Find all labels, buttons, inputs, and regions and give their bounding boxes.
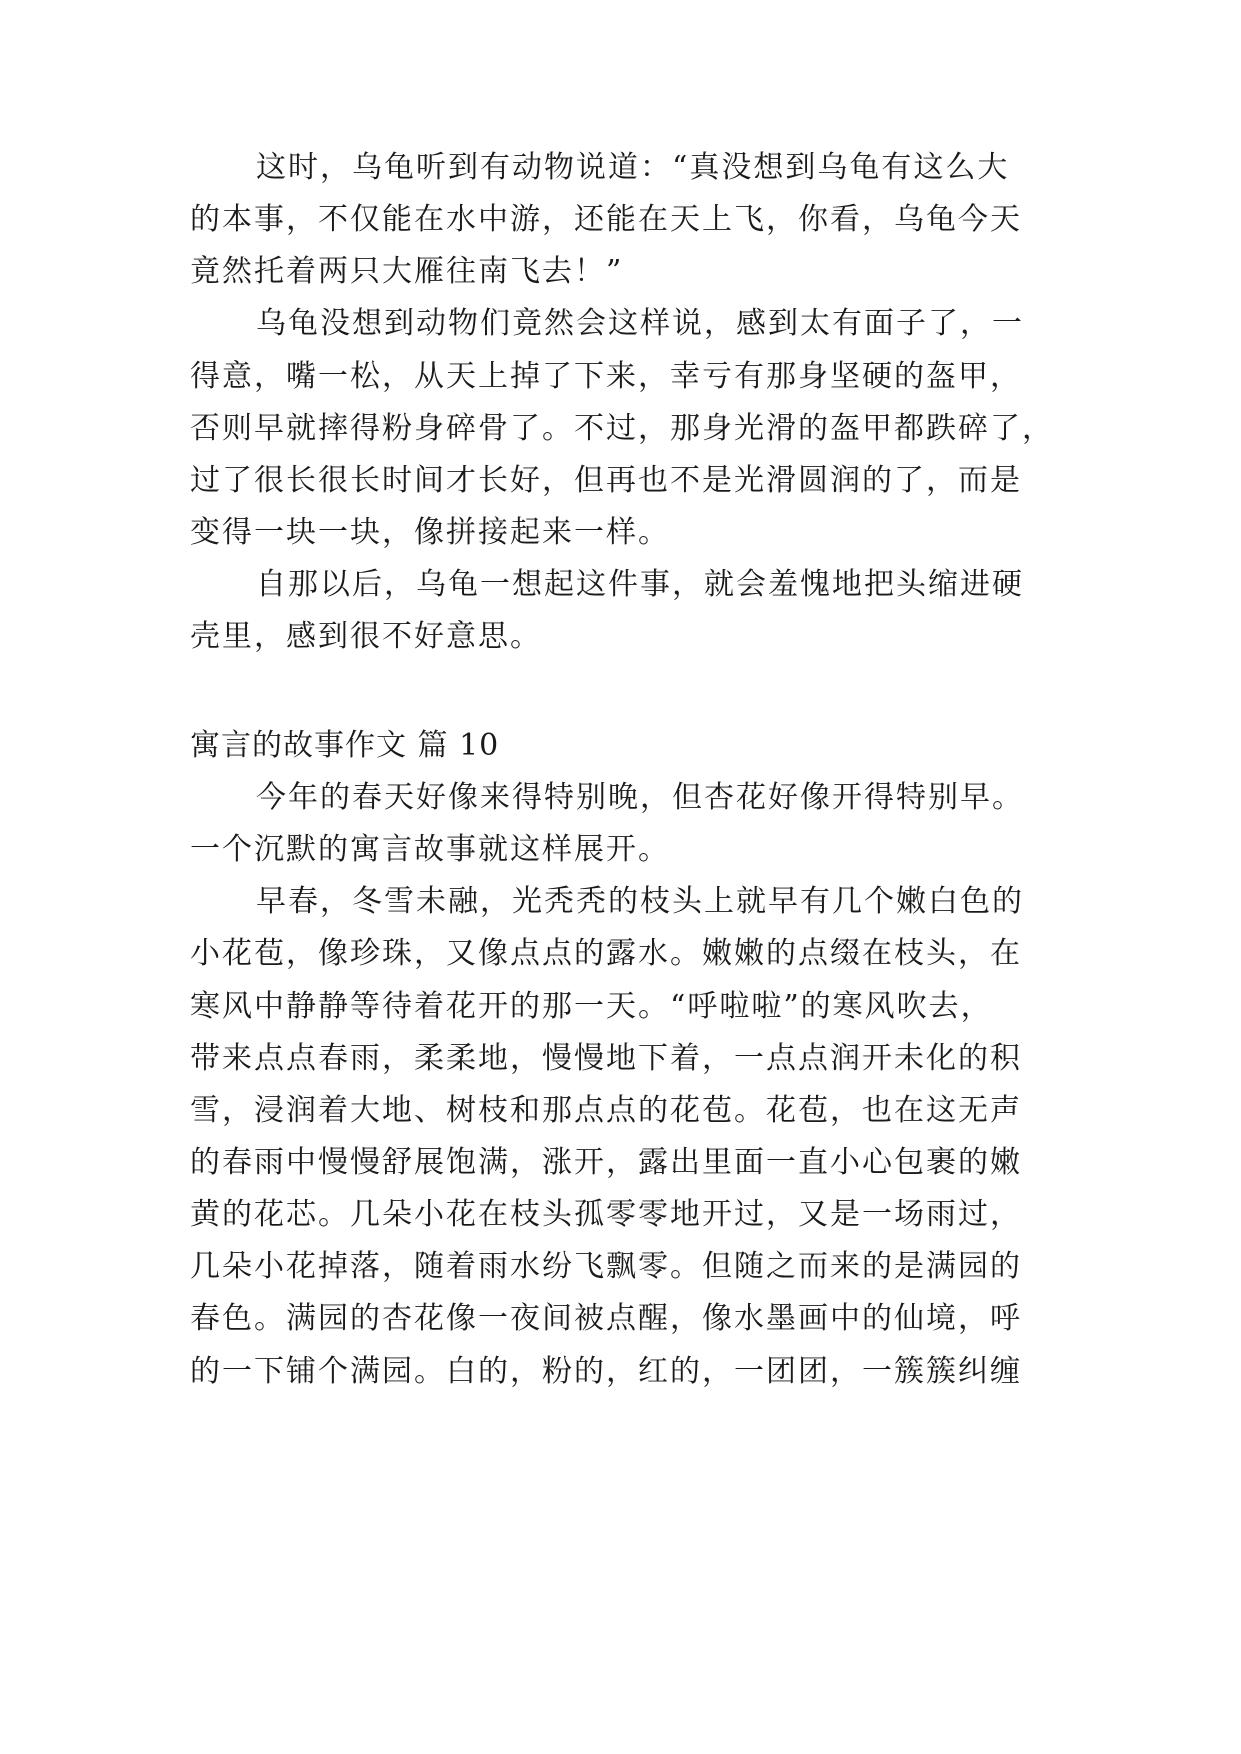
text-line: 的本事，不仅能在水中游，还能在天上飞，你看，乌龟今天 [190,202,1022,237]
text-line: 黄的花芯。几朵小花在枝头孤零零地开过，又是一场雨过， [190,1197,1022,1232]
text-line: 的春雨中慢慢舒展饱满，涨开，露出里面一直小心包裹的嫩 [190,1145,1022,1180]
section-heading: 寓言的故事作文 篇 10 [190,728,500,763]
text-line: 带来点点春雨，柔柔地，慢慢地下着，一点点润开未化的积 [190,1041,1022,1076]
text-line: 今年的春天好像来得特别晚，但杏花好像开得特别早。 [256,780,1024,815]
text-line: 小花苞，像珍珠，又像点点的露水。嫩嫩的点缀在枝头，在 [190,936,1022,971]
text-line: 的一下铺个满园。白的，粉的，红的，一团团，一簇簇纠缠 [190,1354,1022,1389]
text-line: 乌龟没想到动物们竟然会这样说，感到太有面子了，一 [256,306,1024,341]
text-line: 这时，乌龟听到有动物说道：“真没想到乌龟有这么大 [256,150,1010,185]
text-line: 雪，浸润着大地、树枝和那点点的花苞。花苞，也在这无声 [190,1093,1022,1128]
text-line: 得意，嘴一松，从天上掉了下来，幸亏有那身坚硬的盔甲， [190,359,1022,394]
text-line: 寒风中静静等待着花开的那一天。“呼啦啦”的寒风吹去， [190,989,993,1024]
text-line: 过了很长很长时间才长好，但再也不是光滑圆润的了，而是 [190,463,1022,498]
text-line: 早春，冬雪未融，光秃秃的枝头上就早有几个嫩白色的 [256,884,1024,919]
text-line: 否则早就摔得粉身碎骨了。不过，那身光滑的盔甲都跌碎了， [190,411,1054,446]
text-line: 变得一块一块，像拼接起来一样。 [190,515,670,550]
text-line: 春色。满园的杏花像一夜间被点醒，像水墨画中的仙境，呼 [190,1301,1022,1336]
text-line: 壳里，感到很不好意思。 [190,619,542,654]
text-line: 自那以后，乌龟一想起这件事，就会羞愧地把头缩进硬 [256,567,1024,602]
text-line: 竟然托着两只大雁往南飞去！” [190,254,624,289]
text-line: 一个沉默的寓言故事就这样展开。 [190,832,670,867]
text-line: 几朵小花掉落，随着雨水纷飞飘零。但随之而来的是满园的 [190,1249,1022,1284]
